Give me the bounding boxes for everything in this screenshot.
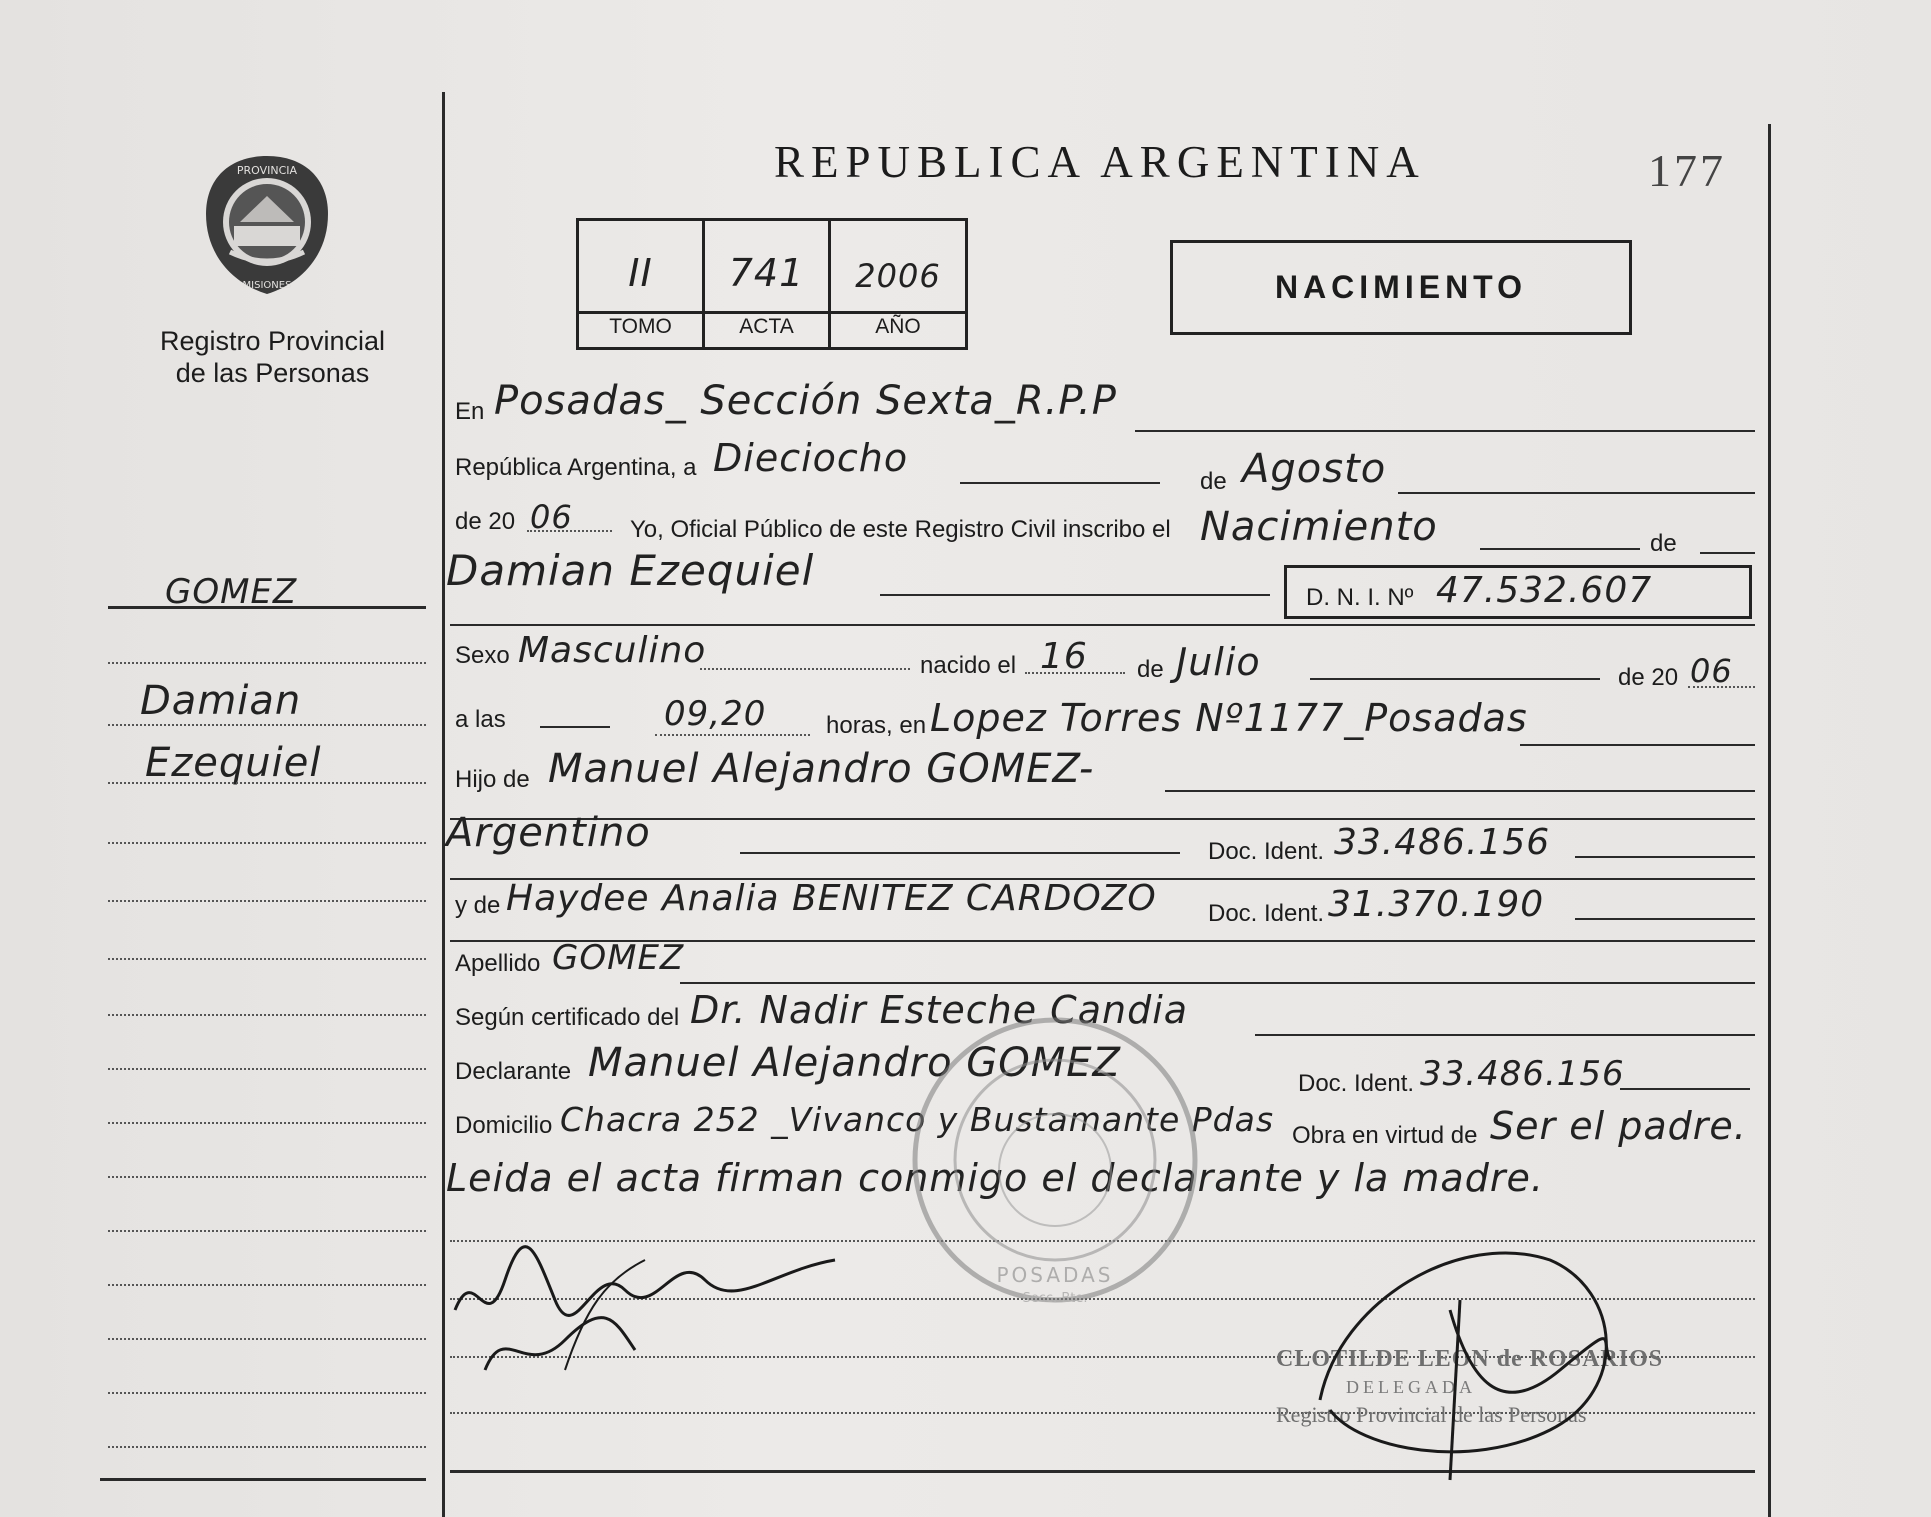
label-madre: y de — [455, 892, 501, 919]
rule — [1165, 790, 1755, 792]
value-declarante: Manuel Alejandro GOMEZ — [588, 1040, 1121, 1086]
official-seal-stamp — [905, 1010, 1205, 1310]
margin-rule — [108, 782, 426, 784]
value-padre: Manuel Alejandro GOMEZ- — [548, 746, 1095, 792]
document-type: NACIMIENTO — [1274, 269, 1528, 305]
registry-name-line2: de las Personas — [175, 358, 370, 388]
margin-rule — [108, 724, 426, 726]
seal-sub: Secc. Bte. — [1022, 1291, 1088, 1306]
rule — [1135, 430, 1755, 432]
registry-name-line1: Registro Provincial — [159, 326, 386, 356]
rule — [450, 624, 1755, 626]
rule — [1700, 552, 1755, 554]
acta-label: ACTA — [739, 315, 794, 338]
margin-rule — [108, 1392, 426, 1394]
margin-rule — [108, 1230, 426, 1232]
rule — [1520, 744, 1755, 746]
label-de-mes: de — [1200, 468, 1227, 495]
margin-first-name-1: Damian — [140, 678, 302, 724]
rule — [960, 482, 1160, 484]
value-lugar: Lopez Torres Nº1177_Posadas — [930, 696, 1528, 740]
label-nacido-anio: de 20 — [1618, 664, 1679, 691]
rule — [740, 852, 1180, 854]
rule — [1575, 856, 1755, 858]
label-declarante: Declarante — [455, 1058, 572, 1085]
rule — [1575, 918, 1755, 920]
label-certificado: Según certificado del — [455, 1004, 680, 1031]
rule — [700, 668, 910, 670]
margin-rule — [108, 1284, 426, 1286]
label-nacido: nacido el — [920, 652, 1017, 679]
document-title: REPUBLICA ARGENTINA — [774, 137, 1426, 187]
page-number: 177 — [1648, 145, 1726, 196]
official-role: DELEGADA — [1346, 1377, 1476, 1397]
label-declarante-doc: Doc. Ident. — [1298, 1070, 1415, 1097]
value-madre-doc: 31.370.190 — [1328, 884, 1545, 925]
rule — [1398, 492, 1755, 494]
margin-rule — [108, 842, 426, 844]
value-leida: Leida el acta firman conmigo el declarante y la madre. — [446, 1156, 1544, 1200]
rule — [880, 594, 1270, 596]
margin-rule — [108, 1446, 426, 1448]
margin-rule — [108, 900, 426, 902]
document-type-box — [1170, 240, 1632, 335]
value-inscripcion: Nacimiento — [1200, 504, 1438, 550]
value-nombre: Damian Ezequiel — [446, 546, 815, 595]
value-hora: 09,20 — [664, 694, 767, 734]
emblem-top-text: PROVINCIA — [236, 164, 298, 177]
value-nacido-dia: 16 — [1040, 636, 1088, 677]
value-nacido-mes: Julio — [1176, 640, 1261, 684]
label-madre-doc: Doc. Ident. — [1208, 900, 1325, 927]
label-lugar: horas, en — [826, 712, 927, 739]
value-mes: Agosto — [1242, 446, 1387, 492]
official-signature — [1300, 1220, 1630, 1490]
rule — [1255, 1034, 1755, 1036]
signature-icon — [445, 1220, 845, 1380]
rule — [680, 982, 1755, 984]
margin-rule — [108, 662, 426, 664]
label-obra: Obra en virtud de — [1292, 1122, 1478, 1149]
margin-bottom-rule — [100, 1478, 426, 1481]
label-sexo: Sexo — [455, 642, 510, 669]
record-number-box — [576, 218, 968, 350]
label-padre: Hijo de — [455, 766, 530, 793]
value-apellido: GOMEZ — [552, 938, 685, 978]
label-padre-doc: Doc. Ident. — [1208, 838, 1325, 865]
value-madre: Haydee Analia BENITEZ CARDOZO — [506, 878, 1157, 919]
signature-icon — [1300, 1220, 1630, 1490]
value-en: Posadas_ Sección Sexta_R.P.P — [494, 378, 1117, 424]
label-nacido-mes: de — [1137, 656, 1164, 683]
value-sexo: Masculino — [518, 630, 707, 671]
margin-rule — [108, 1338, 426, 1340]
label-oficial: Yo, Oficial Público de este Registro Civil inscribo el — [630, 516, 1171, 543]
value-anio: 06 — [530, 498, 573, 536]
rule — [1025, 672, 1125, 674]
emblem-bottom-text: MISIONES — [242, 280, 292, 291]
emblem-icon — [200, 152, 334, 298]
margin-rule — [108, 958, 426, 960]
margin-rule — [108, 606, 426, 609]
value-nacido-anio: 06 — [1690, 652, 1733, 690]
label-dni: D. N. I. Nº — [1306, 584, 1414, 611]
declarant-signature — [445, 1220, 845, 1380]
rule — [1480, 548, 1640, 550]
value-padre-nacionalidad: Argentino — [446, 810, 651, 856]
value-domicilio: Chacra 252 _Vivanco y Bustamante Pdas — [560, 1100, 1275, 1139]
label-anio: de 20 — [455, 508, 516, 535]
margin-first-name-2: Ezequiel — [145, 740, 322, 786]
anio-value: 2006 — [855, 257, 941, 295]
rule — [527, 530, 612, 532]
label-de-tail: de — [1650, 530, 1677, 557]
value-obra: Ser el padre. — [1490, 1104, 1747, 1148]
rule — [1688, 686, 1755, 688]
rule — [655, 734, 810, 736]
official-org: Registro Provincial de las Personas — [1276, 1402, 1587, 1427]
value-padre-doc: 33.486.156 — [1334, 822, 1551, 863]
value-declarante-doc: 33.486.156 — [1420, 1054, 1625, 1094]
anio-label: AÑO — [875, 315, 921, 338]
record-box-divider — [579, 311, 965, 350]
value-dni: 47.532.607 — [1436, 570, 1653, 611]
tomo-label: TOMO — [609, 315, 672, 338]
margin-rule — [108, 1176, 426, 1178]
rule — [540, 726, 610, 728]
rule — [1620, 1088, 1750, 1090]
province-emblem — [200, 152, 334, 298]
margin-rule — [108, 1068, 426, 1070]
label-apellido: Apellido — [455, 950, 541, 977]
margin-rule — [108, 1014, 426, 1016]
label-hora: a las — [455, 706, 506, 733]
round-seal-icon — [905, 1010, 1205, 1310]
label-en: En — [455, 398, 485, 425]
seal-city: POSADAS — [996, 1263, 1114, 1287]
form-right-border — [1768, 124, 1771, 1517]
label-domicilio: Domicilio — [455, 1112, 553, 1139]
acta-value: 741 — [728, 251, 805, 295]
margin-surname: GOMEZ — [165, 572, 298, 612]
value-dia: Dieciocho — [713, 436, 909, 480]
value-certificado: Dr. Nadir Esteche Candia — [690, 988, 1189, 1032]
rule — [1310, 678, 1600, 680]
tomo-value: II — [628, 251, 653, 295]
label-republica: República Argentina, a — [455, 454, 697, 481]
official-name: CLOTILDE LEON de ROSARIOS — [1276, 1346, 1664, 1372]
margin-rule — [108, 1122, 426, 1124]
